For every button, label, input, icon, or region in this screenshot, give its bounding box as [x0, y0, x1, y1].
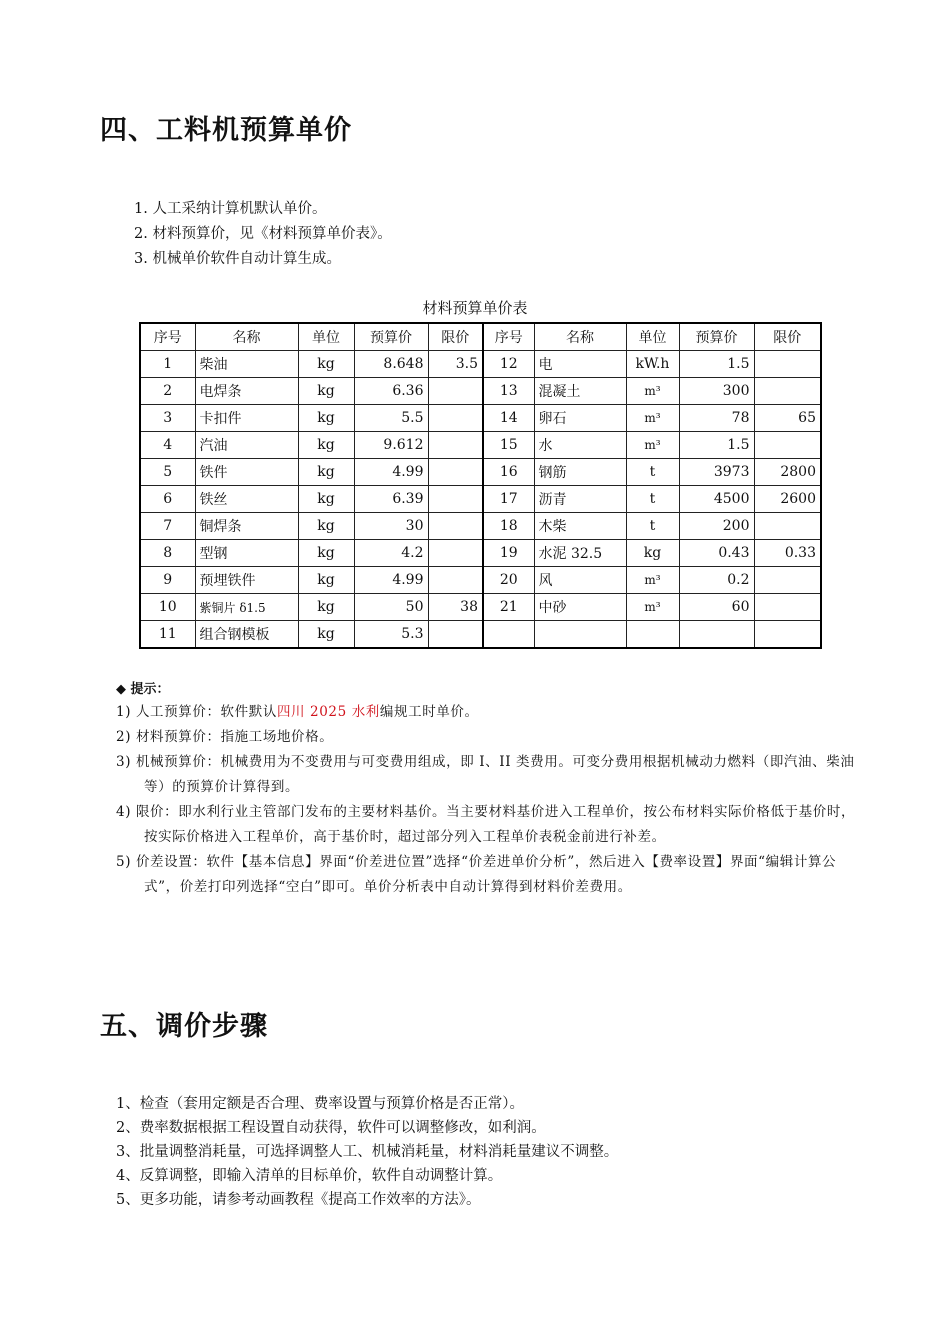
table-cell: 20: [483, 567, 534, 594]
table-cell: 38: [428, 594, 483, 621]
header-cell: 名称: [534, 323, 626, 351]
table-cell: 13: [483, 378, 534, 405]
table-cell: kg: [298, 540, 354, 567]
table-cell: [679, 621, 754, 649]
section-4-list: [134, 197, 392, 272]
table-cell: 2800: [754, 459, 821, 486]
header-cell: 限价: [428, 323, 483, 351]
table-cell: kg: [298, 405, 354, 432]
table-cell: 铁丝: [195, 486, 298, 513]
table-cell: [534, 621, 626, 649]
table-cell: 混凝土: [534, 378, 626, 405]
table-cell: 柴油: [195, 351, 298, 378]
tip-1-suffix: 编规工时单价。: [379, 704, 479, 720]
table-cell: kg: [298, 459, 354, 486]
table-cell: [626, 621, 679, 649]
table-cell: [754, 351, 821, 378]
table-cell: 8.648: [354, 351, 428, 378]
step-item: 1、检查（套用定额是否合理、费率设置与预算价格是否正常）。: [116, 1096, 524, 1112]
table-cell: 5: [140, 459, 195, 486]
table-cell: t: [626, 513, 679, 540]
table-cell: 水泥 32.5: [534, 540, 626, 567]
table-cell: 19: [483, 540, 534, 567]
header-cell: 序号: [140, 323, 195, 351]
step-item: 5、更多功能，请参考动画教程《提高工作效率的方法》。: [116, 1192, 481, 1208]
table-cell: [754, 594, 821, 621]
table-cell: 铜焊条: [195, 513, 298, 540]
table-cell: m³: [626, 594, 679, 621]
table-cell: 30: [354, 513, 428, 540]
tip-1: [116, 700, 861, 725]
table-cell: 3.5: [428, 351, 483, 378]
header-cell: 序号: [483, 323, 534, 351]
table-row: [140, 594, 821, 621]
tip-1-highlight: 四川 2025 水利: [276, 704, 380, 720]
table-cell: kg: [626, 540, 679, 567]
table-cell: 中砂: [534, 594, 626, 621]
tips-title: ◆ 提示：: [116, 682, 170, 697]
table-cell: 16: [483, 459, 534, 486]
table-cell: kW.h: [626, 351, 679, 378]
table-cell: 钢筋: [534, 459, 626, 486]
table-cell: m³: [626, 432, 679, 459]
tip-4: 4) 限价：即水利行业主管部门发布的主要材料基价。当主要材料基价进入工程单价，按公布材料实际价格低于基价时，按实际价格进入工程单价，高于基价时，超过部分列入工程单价表税金前进行补差。: [116, 804, 856, 845]
table-cell: kg: [298, 486, 354, 513]
table-cell: 0.43: [679, 540, 754, 567]
table-cell: 60: [679, 594, 754, 621]
header-cell: 单位: [298, 323, 354, 351]
table-cell: kg: [298, 621, 354, 649]
table-row: [140, 513, 821, 540]
table-row: [140, 486, 821, 513]
table-cell: 紫铜片 δ1.5: [195, 594, 298, 621]
table-cell: [428, 486, 483, 513]
section-5-title: 五、调价步骤: [100, 1011, 268, 1042]
table-cell: 50: [354, 594, 428, 621]
table-cell: 铁件: [195, 459, 298, 486]
table-cell: 12: [483, 351, 534, 378]
table-cell: 6: [140, 486, 195, 513]
table-cell: 18: [483, 513, 534, 540]
table-cell: [428, 378, 483, 405]
table-row: [140, 432, 821, 459]
table-cell: [754, 513, 821, 540]
table-caption: 材料预算单价表: [422, 299, 528, 317]
table-header-row: [140, 323, 821, 351]
table-cell: 10: [140, 594, 195, 621]
table-cell: 电: [534, 351, 626, 378]
table-cell: [428, 513, 483, 540]
list-item: 3. 机械单价软件自动计算生成。: [134, 251, 341, 267]
section-4-title: 四、工料机预算单价: [100, 115, 352, 146]
table-cell: kg: [298, 567, 354, 594]
table-cell: 6.36: [354, 378, 428, 405]
section-5-steps: [116, 1092, 618, 1212]
table-row: [140, 621, 821, 649]
step-item: 4、反算调整，即输入清单的目标单价，软件自动调整计算。: [116, 1168, 503, 1184]
step-item: 3、批量调整消耗量，可选择调整人工、机械消耗量，材料消耗量建议不调整。: [116, 1144, 619, 1160]
table-cell: 汽油: [195, 432, 298, 459]
table-cell: 4: [140, 432, 195, 459]
table-row: [140, 459, 821, 486]
list-item: 1. 人工采纳计算机默认单价。: [134, 201, 327, 217]
table-cell: 0.2: [679, 567, 754, 594]
table-cell: kg: [298, 594, 354, 621]
table-cell: 4500: [679, 486, 754, 513]
table-cell: 14: [483, 405, 534, 432]
table-cell: 21: [483, 594, 534, 621]
table-cell: 7: [140, 513, 195, 540]
table-cell: [428, 459, 483, 486]
table-cell: 9: [140, 567, 195, 594]
header-cell: 预算价: [354, 323, 428, 351]
tip-3: 3) 机械预算价：机械费用为不变费用与可变费用组成，即 I、II 类费用。可变分费用根据机械动力燃料（即汽油、柴油等）的预算价计算得到。: [116, 754, 855, 795]
table-row: [140, 540, 821, 567]
table-cell: 1.5: [679, 432, 754, 459]
table-row: [140, 567, 821, 594]
table-cell: [428, 405, 483, 432]
table-cell: t: [626, 459, 679, 486]
header-cell: 单位: [626, 323, 679, 351]
table-cell: m³: [626, 378, 679, 405]
table-cell: 300: [679, 378, 754, 405]
table-cell: [428, 567, 483, 594]
table-cell: 风: [534, 567, 626, 594]
table-cell: 17: [483, 486, 534, 513]
table-cell: 沥青: [534, 486, 626, 513]
table-cell: kg: [298, 432, 354, 459]
table-cell: [428, 432, 483, 459]
table-cell: 3: [140, 405, 195, 432]
table-cell: 2: [140, 378, 195, 405]
table-cell: [428, 621, 483, 649]
table-cell: m³: [626, 405, 679, 432]
table-cell: m³: [626, 567, 679, 594]
table-cell: 11: [140, 621, 195, 649]
table-cell: 1.5: [679, 351, 754, 378]
table-cell: 4.2: [354, 540, 428, 567]
material-price-table: [139, 322, 822, 649]
table-cell: [754, 621, 821, 649]
table-cell: [483, 621, 534, 649]
table-cell: 预埋铁件: [195, 567, 298, 594]
table-cell: 3973: [679, 459, 754, 486]
table-cell: 1: [140, 351, 195, 378]
table-cell: 5.5: [354, 405, 428, 432]
table-cell: 木柴: [534, 513, 626, 540]
table-cell: kg: [298, 351, 354, 378]
step-item: 2、费率数据根据工程设置自动获得，软件可以调整修改，如利润。: [116, 1120, 546, 1136]
table-cell: 200: [679, 513, 754, 540]
table-cell: kg: [298, 513, 354, 540]
header-cell: 预算价: [679, 323, 754, 351]
tip-1-prefix: 1) 人工预算价：软件默认: [116, 704, 277, 720]
table-cell: 0.33: [754, 540, 821, 567]
list-item: 2. 材料预算价，见《材料预算单价表》。: [134, 226, 392, 242]
tips-block: [116, 700, 861, 900]
table-cell: [428, 540, 483, 567]
table-cell: t: [626, 486, 679, 513]
table-cell: 组合钢模板: [195, 621, 298, 649]
table-cell: 9.612: [354, 432, 428, 459]
table-cell: 65: [754, 405, 821, 432]
table-cell: 型钢: [195, 540, 298, 567]
table-cell: 78: [679, 405, 754, 432]
table-cell: 水: [534, 432, 626, 459]
table-cell: 2600: [754, 486, 821, 513]
table-cell: [754, 378, 821, 405]
table-cell: 6.39: [354, 486, 428, 513]
table-cell: [754, 432, 821, 459]
header-cell: 限价: [754, 323, 821, 351]
table-cell: kg: [298, 378, 354, 405]
table-cell: 卵石: [534, 405, 626, 432]
table-cell: 15: [483, 432, 534, 459]
table-row: [140, 405, 821, 432]
table-row: [140, 378, 821, 405]
table-cell: 5.3: [354, 621, 428, 649]
tip-5: 5) 价差设置：软件【基本信息】界面“价差进位置”选择“价差进单价分析”，然后进入【费率设置】界面“编辑计算公式”，价差打印列选择“空白”即可。单价分析表中自动计算得到材料价差费用。: [116, 854, 837, 895]
header-cell: 名称: [195, 323, 298, 351]
table-cell: 4.99: [354, 459, 428, 486]
table-cell: 8: [140, 540, 195, 567]
table-cell: 卡扣件: [195, 405, 298, 432]
table-cell: 4.99: [354, 567, 428, 594]
table-cell: 电焊条: [195, 378, 298, 405]
table-row: [140, 351, 821, 378]
tip-2: 2) 材料预算价：指施工场地价格。: [116, 729, 334, 745]
table-cell: [754, 567, 821, 594]
